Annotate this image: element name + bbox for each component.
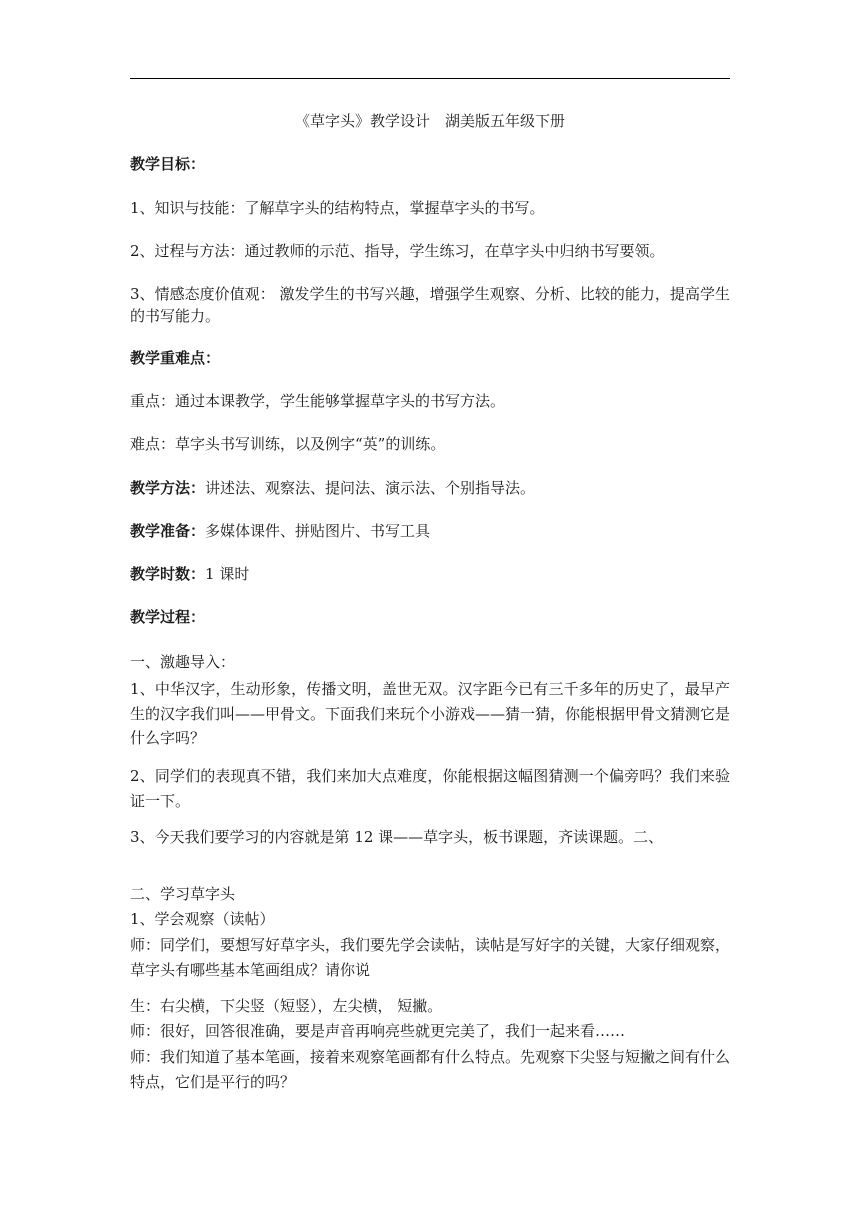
section-2-heading: 二、学习草字头 bbox=[130, 885, 236, 903]
hours-line: 教学时数：1 课时 bbox=[130, 565, 250, 583]
goal-1: 1、知识与技能：了解草字头的结构特点，掌握草字头的书写。 bbox=[130, 199, 545, 217]
goal-3: 3、情感态度价值观： 激发学生的书写兴趣，增强学生观察、分析、比较的能力，提高学生的书写能力。 bbox=[130, 285, 730, 325]
prep-line: 教学准备：多媒体课件、拼贴图片、书写工具 bbox=[130, 522, 431, 540]
section-1-para-1: 1、中华汉字，生动形象，传播文明，盖世无双。汉字距今已有三千多年的历史了，最早产生的汉字我们叫——甲骨文。下面我们来玩个小游戏——猜一猜，你能根据甲骨文猜测它是什么字吗？ bbox=[130, 680, 731, 747]
section-1-heading: 一、激趣导入： bbox=[130, 653, 236, 671]
section-2-para-4: 师：我们知道了基本笔画，接着来观察笔画都有什么特点。先观察下尖竖与短撇之间有什么特点，它们是平行的吗？ bbox=[130, 1048, 731, 1091]
section-2-para-3: 师：很好，回答很准确，要是声音再响亮些就更完美了，我们一起来看…… bbox=[130, 1022, 626, 1040]
methods-line: 教学方法：讲述法、观察法、提问法、演示法、个别指导法。 bbox=[130, 479, 536, 497]
document-title: 《草字头》教学设计 湖美版五年级下册 bbox=[294, 112, 565, 130]
section-2-para-1: 师：同学们，要想写好草字头，我们要先学会读帖，读帖是写好字的关键，大家仔细观察，草字头有哪些基本笔画组成？请你说 bbox=[130, 936, 731, 979]
difficult-point: 难点：草字头书写训练，以及例字“英”的训练。 bbox=[130, 435, 446, 453]
process-heading: 教学过程： bbox=[130, 608, 206, 626]
section-2-para-2: 生：右尖横，下尖竖（短竖），左尖横， 短撇。 bbox=[130, 997, 443, 1015]
section-2-sub-1: 1、学会观察（读帖） bbox=[130, 910, 275, 928]
goal-2: 2、过程与方法：通过教师的示范、指导，学生练习，在草字头中归纳书写要领。 bbox=[130, 242, 665, 260]
goals-heading: 教学目标： bbox=[130, 155, 206, 173]
section-1-para-3: 3、今天我们要学习的内容就是第 12 课——草字头，板书课题，齐读课题。二、 bbox=[130, 828, 664, 846]
key-point: 重点：通过本课教学，学生能够掌握草字头的书写方法。 bbox=[130, 392, 506, 410]
key-heading: 教学重难点： bbox=[130, 349, 221, 367]
section-1-para-2: 2、同学们的表现真不错，我们来加大点难度，你能根据这幅图猜测一个偏旁吗？我们来验证一下。 bbox=[130, 767, 730, 810]
header-rule bbox=[130, 78, 730, 79]
